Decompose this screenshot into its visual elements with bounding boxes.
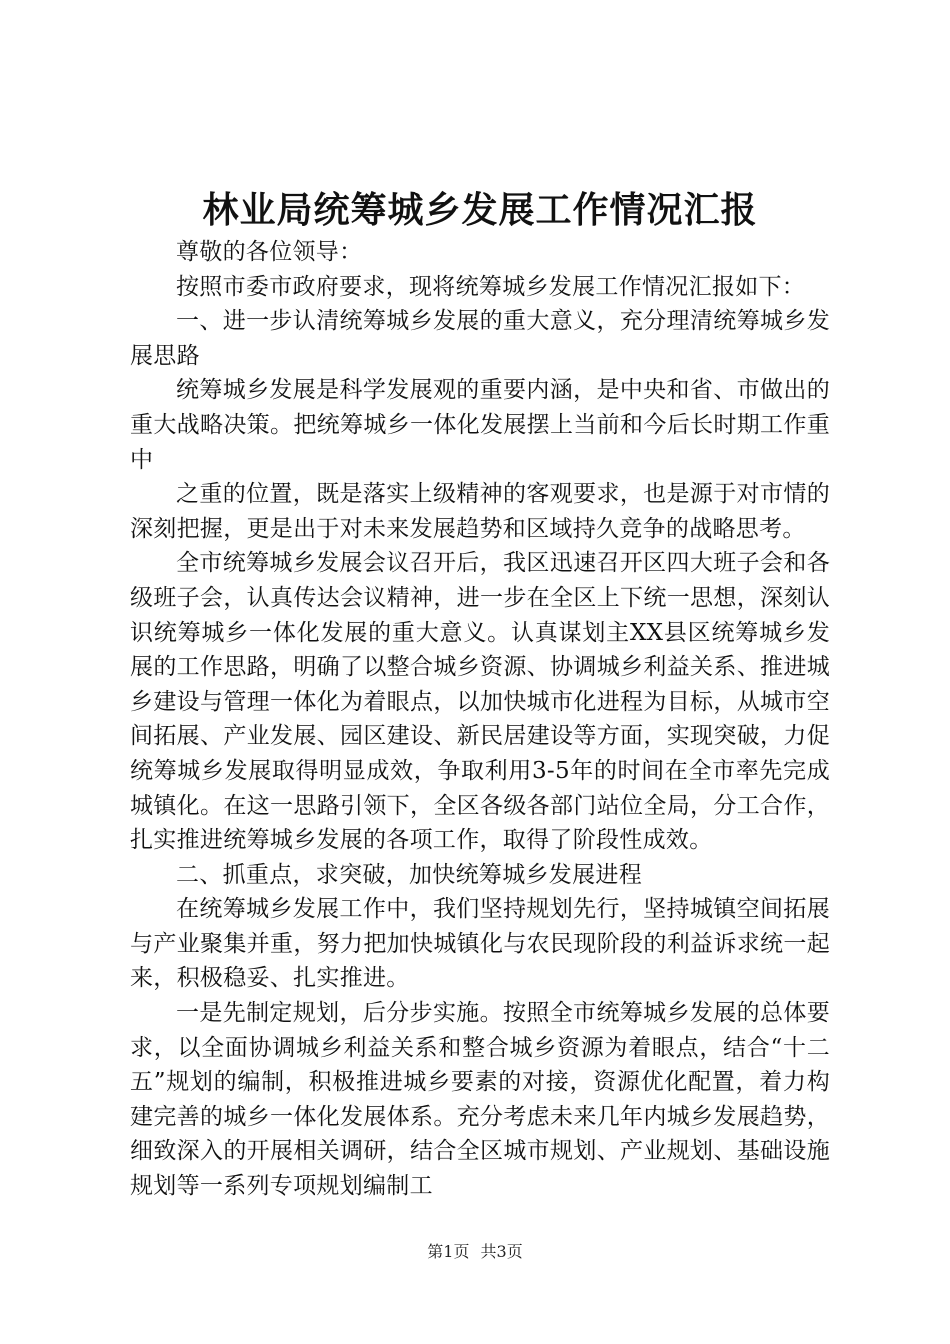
paragraph: 统筹城乡发展是科学发展观的重要内涵，是中央和省、市做出的重大战略决策。把统筹城乡一体化发展摆上当前和今后长时期工作重中 (130, 377, 830, 473)
document-body (130, 235, 830, 1204)
paragraph-salutation: 尊敬的各位领导： (176, 239, 363, 265)
paragraph: 之重的位置，既是落实上级精神的客观要求，也是源于对市情的深刻把握，更是出于对未来发展趋势和区域持久竞争的战略思考。 (130, 481, 830, 542)
document-title: 林业局统筹城乡发展工作情况汇报 (202, 189, 758, 231)
paragraph: 一是先制定规划，后分步实施。按照全市统筹城乡发展的总体要求，以全面协调城乡利益关系和整合城乡资源为着眼点，结合“十二五”规划的编制，积极推进城乡要素的对接，资源优化配置，着力构建完善的城乡一体化发展体系。充分考虑未来几年内城乡发展趋势，细致深入的开展相关调研，结合全区城市规划、产业规划、基础设施规划等一系列专项规划编制工 (130, 1000, 830, 1200)
paragraph-intro: 按照市委市政府要求，现将统筹城乡发展工作情况汇报如下： (176, 273, 806, 300)
page-total: 共3页 (480, 1242, 523, 1261)
page-footer (0, 1242, 950, 1262)
paragraph: 全市统筹城乡发展会议召开后，我区迅速召开区四大班子会和各级班子会，认真传达会议精神，进一步在全区上下统一思想，深刻认识统筹城乡一体化发展的重大意义。认真谋划主XX县区统筹城乡发展的工作思路，明确了以整合城乡资源、协调城乡利益关系、推进城乡建设与管理一体化为着眼点，以加快城市化进程为目标，从城市空间拓展、产业发展、园区建设、新民居建设等方面，实现突破，力促统筹城乡发展取得明显成效，争取利用3-5年的时间在全市率先完成城镇化。在这一思路引领下，全区各级各部门站位全局，分工合作，扎实推进统筹城乡发展的各项工作，取得了阶段性成效。 (130, 550, 830, 854)
paragraph: 在统筹城乡发展工作中，我们坚持规划先行，坚持城镇空间拓展与产业聚集并重，努力把加快城镇化与农民现阶段的利益诉求统一起来，积极稳妥、扎实推进。 (130, 896, 830, 992)
section-heading-2: 二、抓重点，求突破，加快统筹城乡发展进程 (176, 861, 642, 888)
page-number: 第1页 (427, 1242, 470, 1261)
section-heading-1: 一、进一步认清统筹城乡发展的重大意义，充分理清统筹城乡发展思路 (130, 308, 830, 369)
